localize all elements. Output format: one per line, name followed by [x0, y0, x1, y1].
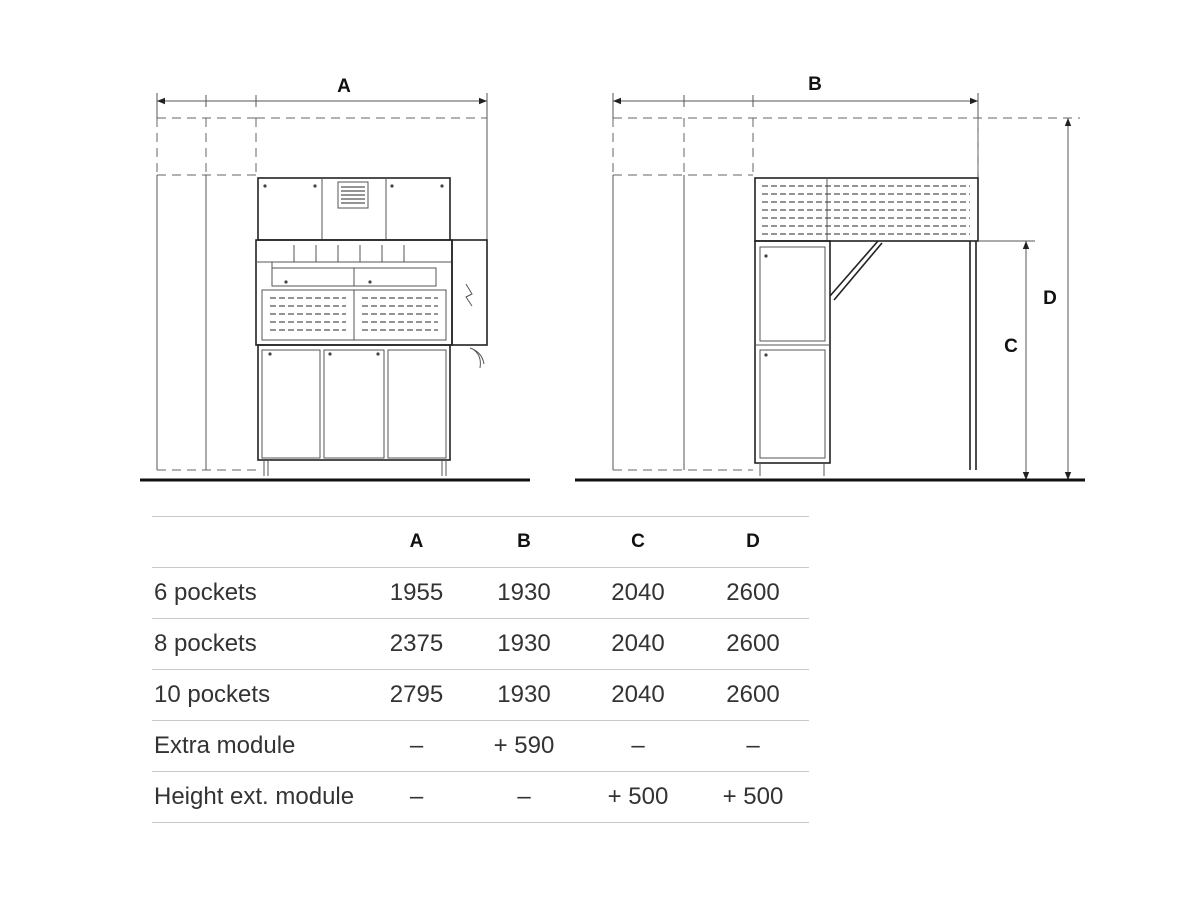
table-cell: 2600 — [697, 670, 809, 721]
table-header-d: D — [697, 517, 809, 568]
side-view — [575, 74, 1085, 480]
table-row — [152, 721, 809, 772]
table-cell: 2600 — [697, 619, 809, 670]
extension-modules-outline — [157, 118, 487, 470]
table-cell: – — [469, 772, 579, 823]
side-extension-outline — [613, 118, 1080, 470]
table-header-a: A — [364, 517, 469, 568]
dimension-d — [1043, 118, 1068, 480]
table-cell: 1930 — [469, 568, 579, 619]
vent-grille-icon — [338, 182, 368, 208]
table-header-row — [152, 517, 809, 568]
dimension-a-label: A — [337, 76, 351, 97]
table-cell: – — [364, 772, 469, 823]
table-cell: 1955 — [364, 568, 469, 619]
table-header-c: C — [579, 517, 697, 568]
table-cell: + 590 — [469, 721, 579, 772]
electrical-box — [452, 240, 487, 345]
dimension-c-label: C — [1004, 336, 1018, 357]
dimensions-table — [152, 516, 809, 823]
table-cell: 2375 — [364, 619, 469, 670]
dimension-c — [978, 241, 1035, 480]
dimension-b — [613, 74, 978, 178]
table-cell: 2795 — [364, 670, 469, 721]
table-cell: 2040 — [579, 670, 697, 721]
table-cell: – — [579, 721, 697, 772]
table-cell: – — [364, 721, 469, 772]
dimension-d-label: D — [1043, 288, 1057, 309]
electric-symbol-icon — [466, 284, 472, 306]
table-header-b: B — [469, 517, 579, 568]
table-cell: + 500 — [579, 772, 697, 823]
row-label: 8 pockets — [152, 619, 364, 670]
table-header-blank — [152, 517, 364, 568]
table-row — [152, 568, 809, 619]
dimension-b-label: B — [808, 74, 822, 95]
table-cell: 1930 — [469, 619, 579, 670]
table-row — [152, 619, 809, 670]
table-row — [152, 670, 809, 721]
side-perforated-panel — [762, 186, 970, 234]
side-cabinet — [755, 178, 978, 476]
row-label: 6 pockets — [152, 568, 364, 619]
table-cell: 2600 — [697, 568, 809, 619]
table-cell: + 500 — [697, 772, 809, 823]
row-label: 10 pockets — [152, 670, 364, 721]
front-cabinet — [256, 178, 487, 476]
row-label: Height ext. module — [152, 772, 364, 823]
table-cell: 2040 — [579, 568, 697, 619]
table-row — [152, 772, 809, 823]
table-cell: 1930 — [469, 670, 579, 721]
row-label: Extra module — [152, 721, 364, 772]
table-cell: 2040 — [579, 619, 697, 670]
table-cell: – — [697, 721, 809, 772]
front-view — [140, 76, 530, 480]
